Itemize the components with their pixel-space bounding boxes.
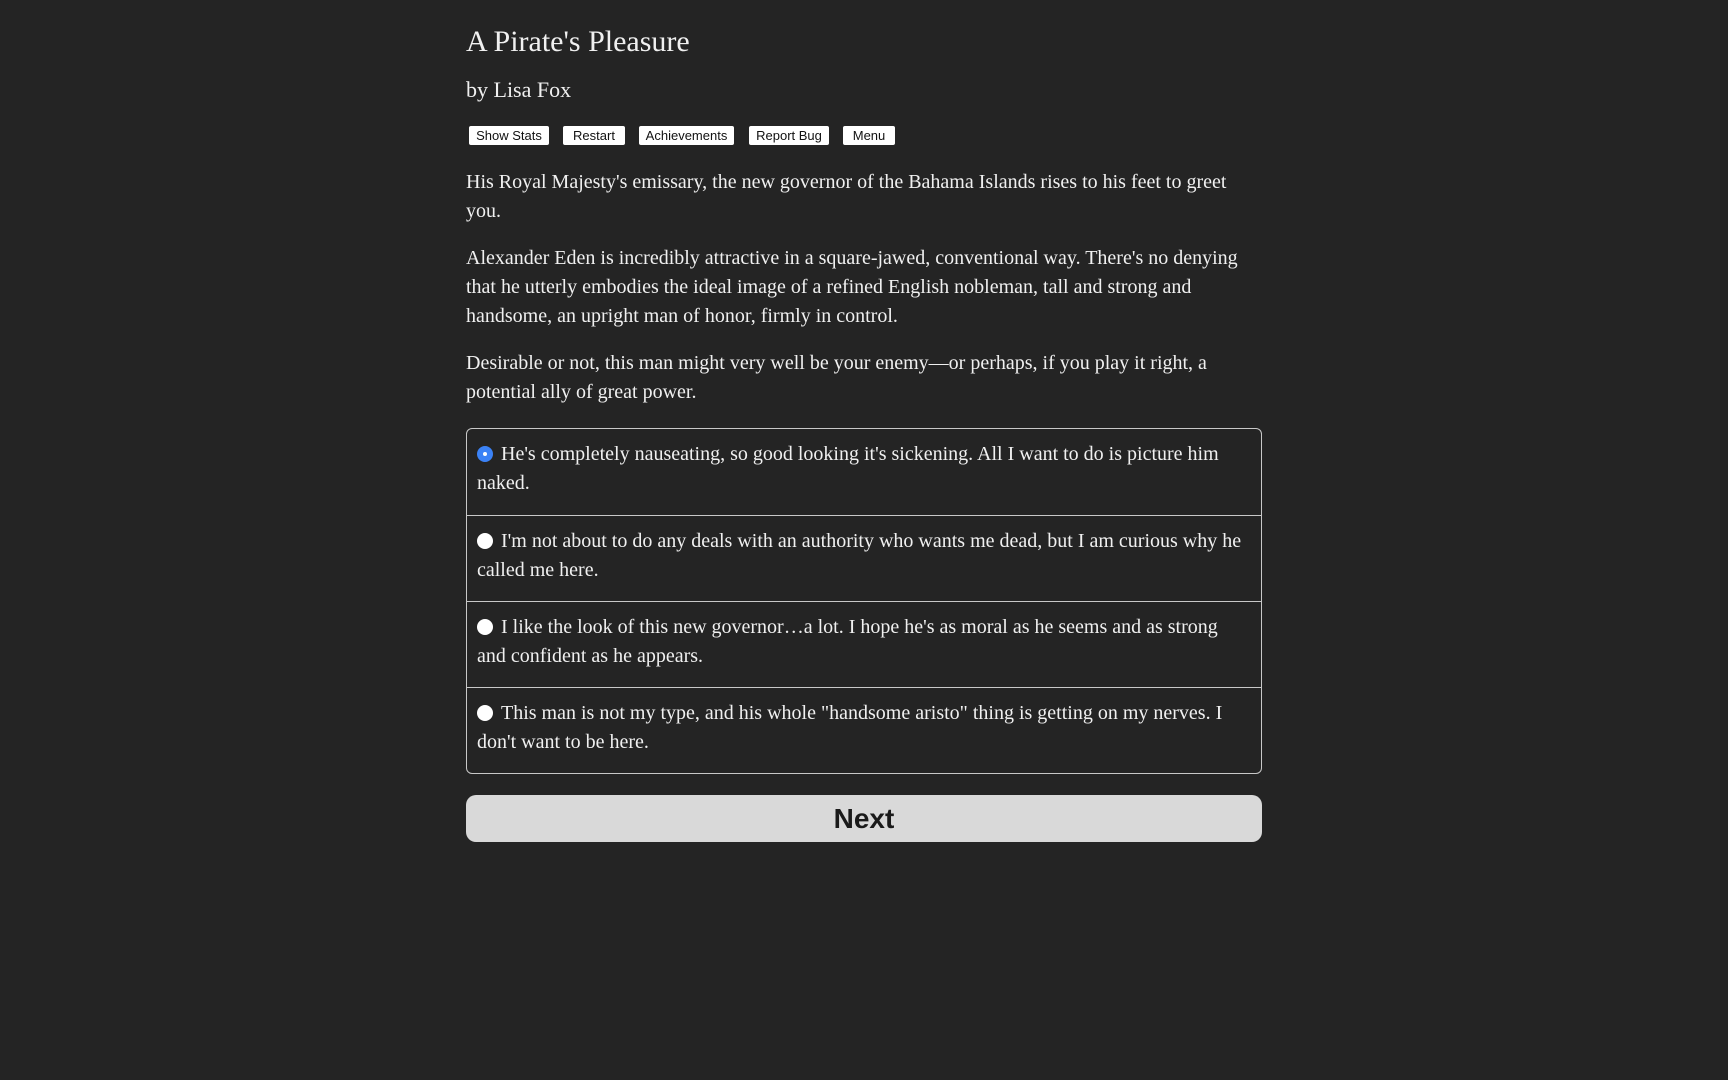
game-author: by Lisa Fox [466,77,572,102]
choice-option-1[interactable] [467,429,1261,515]
choice-label: He's completely nauseating, so good looking it's sickening. All I want to do is picture him naked. [477,443,1219,494]
story-text [466,168,1262,425]
show-stats-button[interactable]: Show Stats [469,126,549,145]
report-bug-button[interactable]: Report Bug [749,126,829,145]
radio-button[interactable] [477,619,493,635]
choice-option-2[interactable] [467,515,1261,601]
choice-label: I like the look of this new governor…a lot. I hope he's as moral as he seems and as strong and confident as he appears. [477,616,1218,667]
story-paragraph: Alexander Eden is incredibly attractive in a square-jawed, conventional way. There's no denying that he utterly embodies the ideal image of a refined English nobleman, tall and strong and handsome, an upright man of honor, firmly in control. [466,247,1238,327]
choice-label: I'm not about to do any deals with an authority who wants me dead, but I am curious why he called me here. [477,530,1242,581]
choice-list [466,428,1262,774]
radio-button[interactable] [477,533,493,549]
achievements-button[interactable]: Achievements [639,126,734,145]
story-paragraph: Desirable or not, this man might very well be your enemy—or perhaps, if you play it right, a potential ally of great power. [466,352,1207,403]
choice-label: This man is not my type, and his whole "handsome aristo" thing is getting on my nerves. I don't want to be here. [477,702,1223,753]
radio-button[interactable] [477,446,493,462]
restart-button[interactable]: Restart [563,126,625,145]
menu-button[interactable]: Menu [843,126,895,145]
next-button[interactable]: Next [466,795,1262,842]
game-title: A Pirate's Pleasure [466,25,690,58]
radio-button[interactable] [477,705,493,721]
choice-option-4[interactable] [467,687,1261,773]
choice-option-3[interactable] [467,601,1261,687]
story-paragraph: His Royal Majesty's emissary, the new governor of the Bahama Islands rises to his feet to greet you. [466,171,1227,222]
